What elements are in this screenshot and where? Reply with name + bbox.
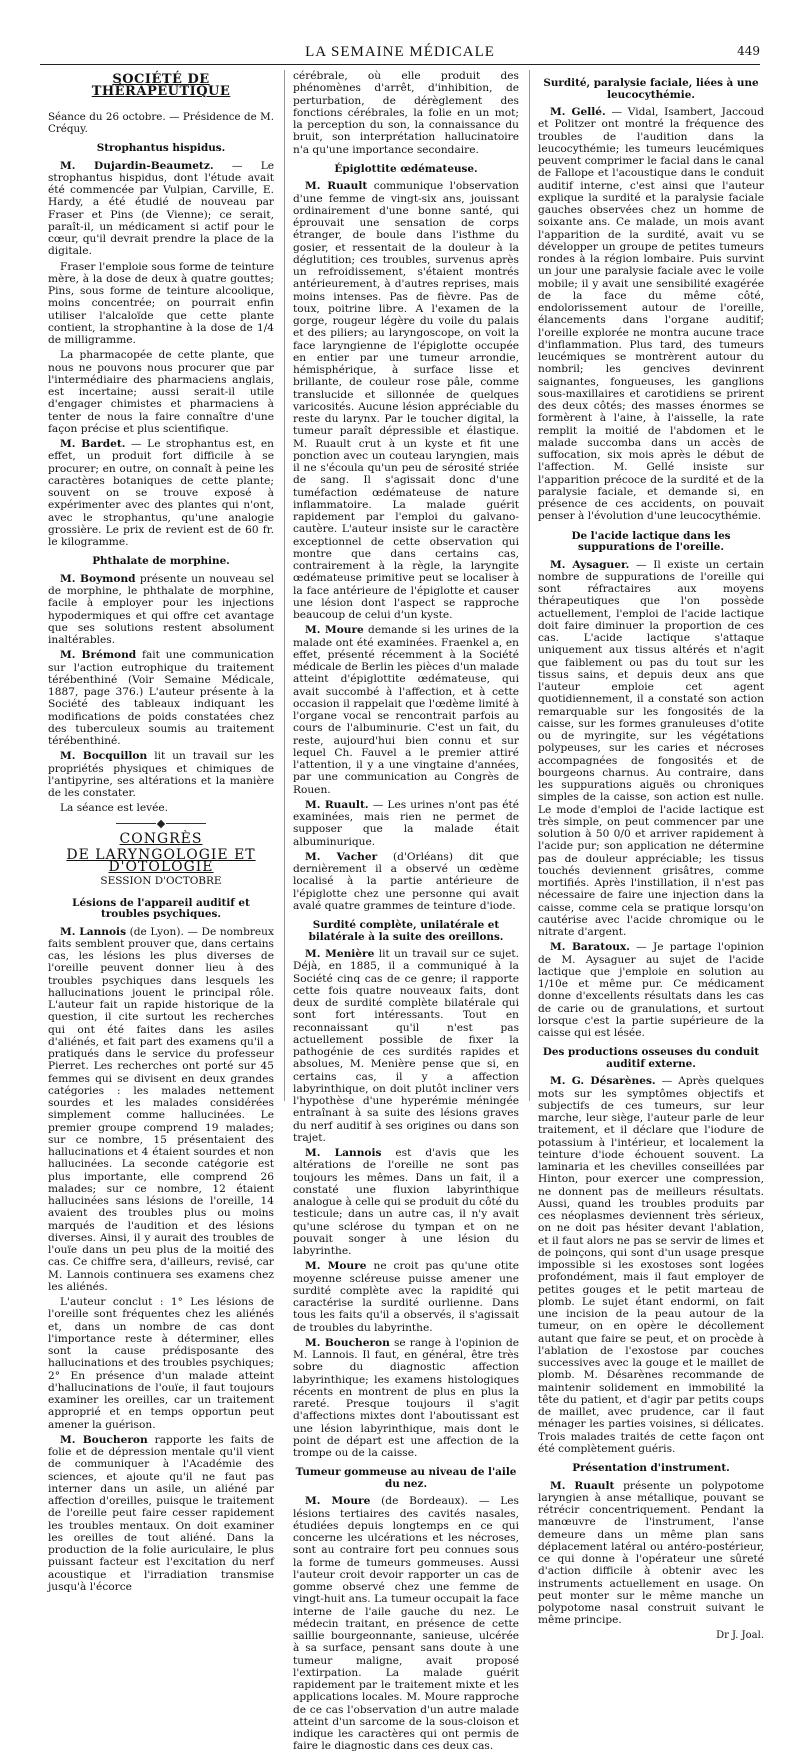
- paragraph-text: fait une communication sur l'action eutrophique du traitement térébenthiné (Voir Semaine Médicale, 1887, page 376.) L'auteur présente à la Société des tableaux indiquant les modifications de poids constatées chez des tuberculeux soumis au traitement térébenthiné.: [48, 649, 275, 747]
- speaker-name: M. Bocquillon: [60, 750, 148, 763]
- paragraph: [293, 1260, 519, 1334]
- paragraph: [48, 1434, 274, 1593]
- paragraph: [293, 180, 519, 621]
- speaker-name: M. Moure: [305, 1495, 371, 1508]
- speaker-name: M. Aysaguer.: [550, 558, 630, 571]
- journal-title: LA SEMAINE MÉDICALE: [305, 44, 495, 60]
- instrument-title: Présentation d'instrument.: [572, 1462, 730, 1474]
- strophantus-title: Strophantus hispidus.: [96, 142, 226, 154]
- paragraph-text: — Le strophantus est, en effet, un produit fort difficile à se procurer; en outre, on connaît à peine les caractères botaniques de cette plante; souvent on se trouve exposé à expérimenter avec des plantes qui n'ont, avec le strophantus, qu'une analogie grossière. Le prix de revient est de 60 fr. le kilogramme.: [48, 438, 275, 548]
- paragraph: L'auteur conclut : 1° Les lésions de l'oreille sont fréquentes chez les aliénés et, dans un nombre de cas dont l'importance reste à déterminer, elles sont la cause prédisposante des hallucinations et des troubles psychiques; 2° En présence d'un malade atteint d'hallucinations de l'ouïe, il faut toujours examiner les oreilles, car un traitement approprié et en temps opportun peut amener la guérison.: [48, 1296, 274, 1431]
- speaker-name: M. Boymond: [60, 572, 136, 585]
- speaker-name: M. Moure: [305, 624, 364, 637]
- closing-line: La séance est levée.: [60, 802, 169, 815]
- morphine-title: Phthalate de morphine.: [92, 555, 230, 568]
- paragraph-text: — Je partage l'opinion de M. Aysaguer au sujet de l'acide lactique que j'emploie en solution au 1/10e et même pur. Ce médicament donne d'excellents résultats dans les cas de carie ou de granulations, et surtout lorsque c'est la partie supérieure de la caisse qui est lésée.: [538, 941, 764, 1039]
- paragraph: cérébrale, où elle produit des phénomènes d'arrêt, d'inhibition, de perturbation, de dérèglement des fonctions cérébrales, la folie en un mot; la perception du son, la connaissance du bruit, son interprétation hallucinatoire n'a qu'une importance secondaire.: [293, 70, 519, 156]
- paragraph-text: — Après quelques mots sur les symptômes objectifs et subjectifs de ces tumeurs, sur leur marche, leur siège, l'auteur parle de leur traitement, et il déclare que l'iodure de potassium à l'intérieur, et localement la teinture d'iode échouent souvent. La laminaria et les chevilles conseillées par Hinton, pour exercer une compression, ne donnent pas de meilleurs résultats. Aussi, quand les troubles produits par ces néoplasmes deviennent très sérieux, on ne doit pas hésiter devant l'ablation, et il faut alors ne pas se servir de limes et de poinçons, qui sont d'un usage presque impossible si les exostoses sont logées profondément, mais il faut employer de petites gouges et le petit marteau de plomb. Le sujet étant endormi, on fait une incision de la peau autour de la tumeur, on en opère le décollement autant que faire se peut, et on procède à l'ablation de l'exostose par couches successives avec la gouge et le maillet de plomb. M. Désarènes recommande de maintenir solidement en immobilité la tête du patient, et d'agir par petits coups de maillet, avec prudence, car il faut ménager les parties voisines, si délicates. Trois malades traités de cette façon ont été complètement guéris.: [538, 1075, 765, 1455]
- paragraph-text: (d'Orléans) dit que dernièrement il a observé un œdème localisé à la partie antérieure de l'épiglotte chez une personne qui avait avalé quatre grammes de teinture d'iode.: [293, 850, 519, 912]
- signature: Dr J. Joal.: [716, 1629, 764, 1641]
- speaker-name: M. Ruault: [305, 180, 368, 193]
- paragraph: [538, 106, 764, 523]
- osseuses-title: Des productions osseuses du conduit auditif externe.: [542, 1046, 760, 1070]
- speaker-name: M. Vacher: [305, 850, 378, 863]
- paragraph-text: (de Lyon). — De nombreux faits semblent prouver que, dans certains cas, les lésions les plus diverses de l'oreille peuvent donner lieu à des troubles psychiques dans lesquels les hallucinations jouent le principal rôle. L'auteur fait un rapide historique de la question, il cite surtout les recherches qui ont été faites dans les asiles d'aliénés, et fait part des examens qu'il a pratiqués dans le service du professeur Pierret. Les recherches ont porté sur 45 femmes qui se divisent en deux grandes catégories : les malades nettement sourdes et les malades considérées simplement comme hallucinées. Le premier groupe comprend 19 malades; sur ce nombre, 15 présentaient des hallucinations et 4 étaient sourdes et non hallucinées. La seconde catégorie est plus importante, elle comprend 26 malades; sur ce nombre, 12 étaient hallucinées sans lésions de l'oreille, 14 avaient des troubles plus ou moins marqués de l'audition et des lésions diverses. Ainsi, il y aurait des troubles de l'ouïe dans un peu plus de la moitié des cas. Ce chiffre sera, d'ailleurs, revisé, car M. Lannois continuera ses examens chez les aliénés.: [48, 925, 274, 1293]
- column-3: [529, 70, 765, 1641]
- surdite2-title: Surdité, paralysie faciale, liées à une leucocythémie.: [543, 77, 759, 101]
- speaker-name: M. Lannois: [305, 1147, 382, 1159]
- paragraph: [48, 438, 274, 548]
- epiglottite-title: Épiglottite œdémateuse.: [334, 162, 478, 175]
- paragraph: [48, 750, 274, 799]
- society-title: SOCIÉTÉ DE THÉRAPEUTIQUE: [91, 72, 231, 100]
- paragraph-text: ne croit pas qu'une otite moyenne scléreuse puisse amener une surdité complète avec la rapidité qui caractérise la surdité ourlienne. Dans tous les faits qu'il a observés, il s'agissait de troubles du labyrinthe.: [293, 1260, 519, 1334]
- paragraph: [293, 1147, 519, 1257]
- speaker-name: M. Lannois: [60, 925, 127, 938]
- column-1: [48, 70, 275, 1593]
- speaker-name: M. Brémond: [60, 649, 137, 662]
- paragraph-text: présente un nouveau sel de morphine, le phthalate de morphine, facile à employer pour les injections hypodermiques et qui offre cet avantage que ses solutions restent absolument inaltérables.: [48, 572, 274, 646]
- paragraph: [293, 799, 519, 848]
- paragraph-text: lit un travail sur les propriétés physiques et chimiques de l'antipyrine, ses altérations et la manière de les constater.: [48, 750, 275, 799]
- paragraph: [538, 559, 764, 939]
- speaker-name: M. Bardet.: [60, 438, 126, 450]
- session-meta: Séance du 26 octobre. — Présidence de M. Créquy.: [48, 110, 274, 135]
- speaker-name: M. Dujardin-Beaumetz.: [60, 159, 214, 172]
- column-2: [284, 70, 520, 1753]
- speaker-name: M. Ruault: [550, 1479, 615, 1492]
- congress-session: SESSION D'OCTOBRE: [100, 875, 222, 888]
- paragraph-text: rapporte les faits de folie et de dépression mentale qu'il vient de communiquer à l'Académie des sciences, et ajoute qu'il ne faut pas interner dans un asile, un aliéné par affection d'oreilles, puisque le traitement de l'oreille peut faire cesser rapidement les troubles mentaux. On doit examiner les oreilles de tout aliéné. Dans la production de la folie auriculaire, le plus puissant facteur est l'excitation du nerf acoustique et l'irradiation transmise jusqu'à l'écorce: [48, 1433, 274, 1593]
- speaker-name: M. Boucheron: [305, 1336, 390, 1349]
- paragraph: [538, 941, 764, 1039]
- paragraph: [48, 649, 274, 747]
- paragraph-text: lit un travail sur ce sujet. Déjà, en 1885, il a communiqué à la Société cinq cas de ce genre; il rapporte cette fois quatre nouveaux faits, dont deux de surdité complète bilatérale qui sont fort intéressants. Tout en reconnaissant qu'il n'est pas actuellement possible de fixer la pathogénie de ces surdités rapides et absolues, M. Menière pense que si, en certains cas, il y a affection labyrinthique, on doit plutôt incliner vers l'hypothèse d'une hyperémie méningée entraînant à sa suite des lésions graves du nerf auditif à ses origines ou dans son trajet.: [293, 948, 520, 1144]
- paragraph-text: — Vidal, Isambert, Jaccoud et Politzer ont montré la fréquence des troubles de l'audition dans la leucocythémie; les tumeurs leucémiques peuvent comprimer le facial dans le canal de Fallope et l'acoustique dans le conduit auditif interne, c'est ainsi que l'auteur explique la surdité et la paralysie faciale gauches observées chez un homme de soixante ans. Ce malade, un mois avant l'apparition de la surdité, avait vu se développer un groupe de petites tumeurs rondes à la région lombaire. Puis survint un jour une paralysie faciale avec le voile mobile; il y avait une sensibilité exagérée de la face du même côté, endolorissement autour de l'oreille, élancements dans l'organe auditif; l'oreille explorée ne montra aucune trace d'inflammation. Plus tard, des tumeurs leucémiques se montrèrent autour du nombril; les gencives devinrent saignantes, fongueuses, les ganglions sous-maxillaires et carotidiens se prirent des deux côtés; des masses énormes se formèrent à l'aine, à l'aisselle, la rate remplit la moitié de l'abdomen et le malade succomba dans un accès de suffocation, six mois après le début de l'affection. M. Gellé insiste sur l'apparition précoce de la surdité et de la paralysie faciale, et demande si, en présence de ces accidents, on pouvait penser à l'évolution d'une leucocythémie.: [538, 106, 764, 523]
- paragraph: [538, 1480, 764, 1627]
- paragraph-text: communique l'observation d'une femme de vingt-six ans, jouissant ordinairement d'une bonne santé, qui éprouvait une sensation de corps étranger, de boule dans l'isthme du gosier, et ressentait de la douleur à la déglutition; ces troubles, survenus après un refroidissement, s'étaient montrés antérieurement, à d'autres reprises, mais moins intenses. Pas de fièvre. Pas de toux, poitrine libre. A l'examen de la gorge, rougeur légère du voile du palais et des piliers; au laryngoscope, on voit la face laryngienne de l'épiglotte occupée en entier par une tumeur arrondie, hémisphérique, à surface lisse et brillante, de couleur rose pâle, comme translucide et sillonnée de quelques varicosités. Aucune lésion appréciable du reste du larynx. Par le toucher digital, la tumeur paraît dépressible et élastique. M. Ruault crut à un kyste et fit une ponction avec un couteau laryngien, mais il ne s'écoula qu'un peu de sérosité striée de sang. Il s'agissait donc d'une tuméfaction œdémateuse de nature inflammatoire. La malade guérit rapidement par l'emploi du galvano-cautère. L'auteur insiste sur le caractère exceptionnel de cette observation qui montre que dans certains cas, contrairement à la règle, la laryngite œdémateuse primitive peut se localiser à la face antérieure de l'épiglotte et causer une lésion dont l'aspect se rapproche beaucoup de celui d'un kyste.: [293, 180, 519, 621]
- paragraph: [48, 573, 274, 647]
- surdite-title: Surdité complète, unilatérale et bilatérale à la suite des oreillons.: [308, 919, 504, 943]
- paragraph: [293, 948, 519, 1144]
- paragraph: [48, 926, 274, 1294]
- paragraph: [293, 1337, 519, 1460]
- paragraph-text: se range à l'opinion de M. Lannois. Il faut, en général, être très sobre du diagnostic affection labyrinthique; les examens histologiques récents en montrent de plus en plus la rareté. Presque toujours il s'agit d'affections mixtes dont l'aboutissant est une lésion labyrinthique, mais dont le point de départ est une affection de la trompe ou de la caisse.: [293, 1336, 519, 1459]
- paragraph: Fraser l'emploie sous forme de teinture mère, à la dose de deux à quatre gouttes; Pins, sous forme de teinture alcoolique, moins concentrée; on pourrait enfin utiliser l'alcaloïde que cette plante contient, la strophantine à la dose de 1/4 de milligramme.: [48, 260, 274, 346]
- lactique-title: De l'acide lactique dans les suppurations de l'oreille.: [571, 529, 731, 553]
- section-divider: [48, 821, 274, 827]
- paragraph-text: (de Bordeaux). — Les lésions tertiaires des cavités nasales, étudiées depuis longtemps en ce qui concerne les ulcérations et les nécroses, sont au contraire fort peu connues sous la forme de tumeurs gommeuses. Aussi l'auteur croit devoir rapporter un cas de gomme observé chez une femme de vingt-huit ans. La tumeur occupait la face interne de l'aile gauche du nez. Le médecin traitant, en présence de cette saillie bourgeonnante, sanieuse, ulcérée à sa surface, pensant sans doute à une tumeur maligne, avait proposé l'extirpation. La malade guérit rapidement par le traitement mixte et les applications locales. M. Moure rapproche de ce cas l'observation d'un autre malade atteint d'un sarcome de la sous-cloison et indique les caractères qui ont permis de faire le diagnostic dans ces deux cas.: [293, 1495, 519, 1753]
- speaker-name: M. Menière: [305, 948, 375, 960]
- congress-title: CONGRÈS: [119, 830, 203, 847]
- paragraph-text: — Le strophantus hispidus, dont l'étude avait été commencée par Vulpian, Carville, E. Hardy, a été étudié de nouveau par Fraser et Pins (de Vienne); ce serait, paraît-il, un médicament si actif pour le cœur, qu'il devrait prendre la place de la digitale.: [48, 159, 275, 258]
- paragraph-text: est d'avis que les altérations de l'oreille ne sont pas toujours les mêmes. Dans un fait, il a constaté une fluxion labyrinthique analogue à celle qui se produit du côté du testicule; dans un autre cas, il n'y avait qu'une sclérose du tympan et on ne pouvait songer à une lésion du labyrinthe.: [293, 1147, 519, 1257]
- paragraph: [293, 851, 519, 912]
- paragraph: [48, 160, 274, 258]
- speaker-name: M. G. Désarènes.: [550, 1075, 656, 1088]
- page-header: [40, 44, 760, 62]
- paragraph-text: — Les urines n'ont pas été examinées, mais rien ne permet de supposer que la malade était albuminurique.: [293, 798, 519, 848]
- lesions-title: Lésions de l'appareil auditif et troubles psychiques.: [72, 896, 250, 920]
- tumeur-title: Tumeur gommeuse au niveau de l'aile du nez.: [295, 1466, 517, 1490]
- paragraph: La pharmacopée de cette plante, que nous ne pouvons nous procurer que par l'intermédiaire des pharmaciens anglais, est incertaine; aussi serait-il utile d'engager chimistes et pharmaciens à tenter de nous la faire connaître d'une façon précise et plus scientifique.: [48, 349, 274, 435]
- page-number: 449: [737, 44, 760, 58]
- speaker-name: M. Boucheron: [60, 1433, 148, 1446]
- paragraph: [293, 624, 519, 796]
- header-rule: [40, 64, 760, 65]
- paragraph: [538, 1075, 764, 1455]
- paragraph-text: — Il existe un certain nombre de suppurations de l'oreille qui sont réfractaires aux moyens thérapeutiques que l'on possède actuellement, l'emploi de l'acide lactique doit faire diminuer la proportion de ces cas. L'acide lactique s'attaque uniquement aux tissus altérés et n'agit que faiblement ou pas du tout sur les tissus sains, et depuis deux ans que l'auteur emploie cet agent quotidiennement, il a constaté son action remarquable sur les fongosités de la caisse, sur les formes granuleuses d'otite ou de myringite, sur les végétations polypeuses, sur les caries et nécroses accompagnées de fongosités et de bourgeons charnus. Au contraire, dans les suppurations aiguës ou chroniques simples de la caisse, son action est nulle. Le mode d'emploi de l'acide lactique est très simple, on peut commencer par une solution à 50 0/0 et arriver rapidement à l'acide pur; son application ne détermine pas de douleur appréciable; les tissus touchés deviennent grisâtres, comme mortifiés. Après l'instillation, il n'est pas nécessaire de faire une injection dans la caisse, comme cela se pratique lorsqu'on cautérise avec l'acide chromique ou le nitrate d'argent.: [538, 558, 765, 938]
- paragraph-text: présente un polypotome laryngien à anse métallique, pouvant se rétrécir concentriquement. Pendant la manœuvre de l'instrument, l'anse demeure dans un même plan sans déplacement latéral ou antéro-postérieur, ce qui donne à l'opérateur une sûreté d'action difficile à obtenir avec les instruments actuellement en usage. On peut monter sur le même manche un polypotome nasal construit suivant le même principe.: [538, 1479, 764, 1627]
- article-columns: [48, 70, 765, 1753]
- speaker-name: M. Ruault.: [305, 798, 369, 811]
- speaker-name: M. Baratoux.: [550, 941, 630, 954]
- paragraph-text: demande si les urines de la malade ont été examinées. Fraenkel a, en effet, présenté récemment à la Société médicale de Berlin les pièces d'un malade atteint d'épiglottite œdémateuse, qui avait succombé à l'affection, et à cette occasion il rappelait que l'œdème limité à l'organe vocal se rencontrait parfois au cours de l'albuminurie. C'est un fait, du reste, aujourd'hui bien connu et sur lequel Ch. Fauvel a le premier attiré l'attention, il y a une vingtaine d'années, par une communication au Congrès de Rouen.: [293, 624, 519, 796]
- congress-subtitle: DE LARYNGOLOGIE ET D'OTOLOGIE: [66, 846, 256, 875]
- speaker-name: M. Gellé.: [550, 106, 606, 118]
- speaker-name: M. Moure: [305, 1260, 367, 1273]
- paragraph: [293, 1495, 519, 1752]
